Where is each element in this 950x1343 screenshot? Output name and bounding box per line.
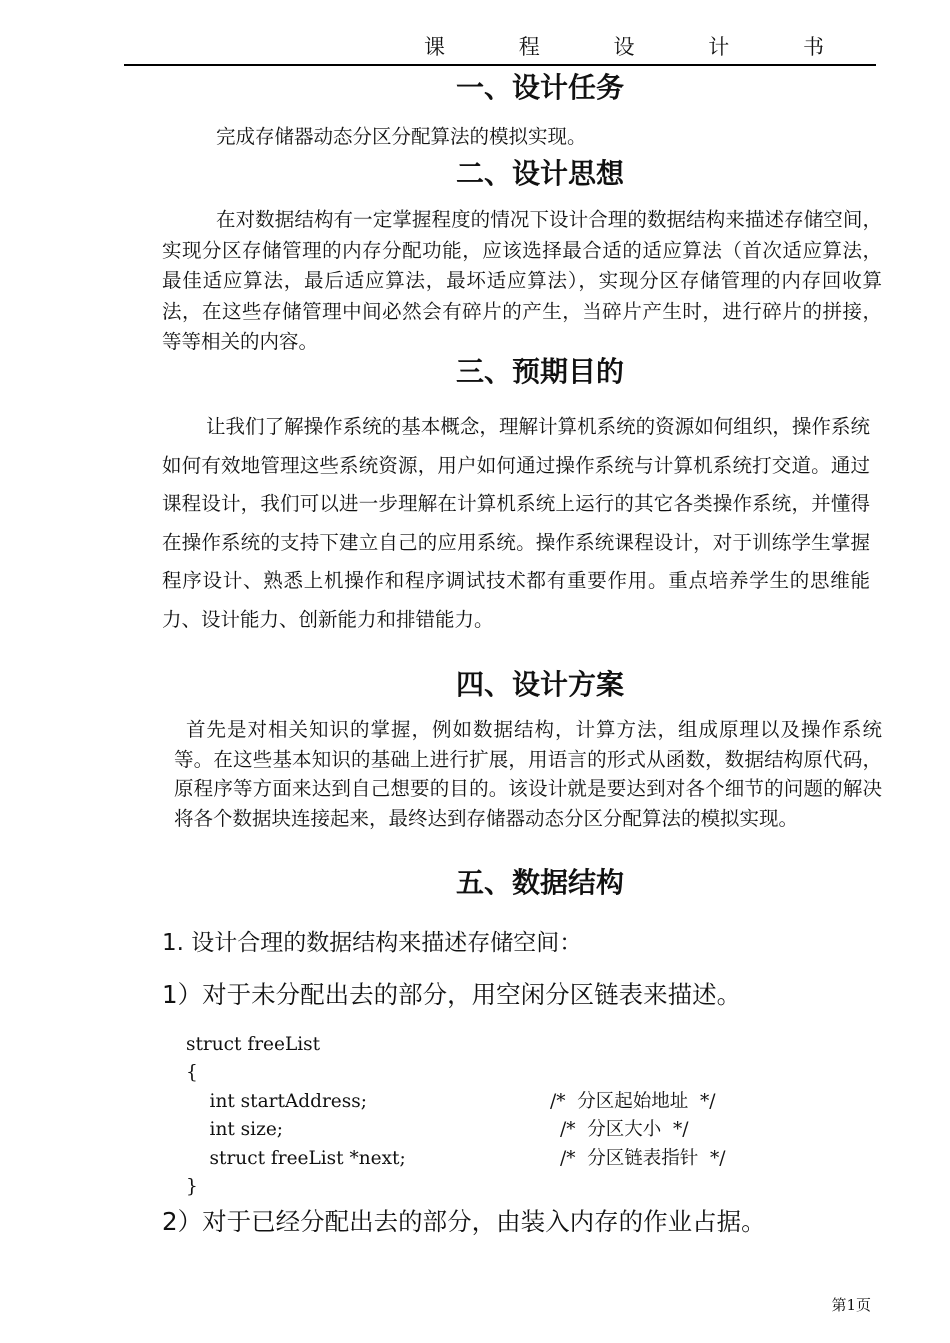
section-body-plan: 首先是对相关知识的掌握，例如数据结构，计算方法，组成原理以及操作系统等。在这些基本知识的基础上进行扩展，用语言的形式从函数，数据结构原代码，原程序等方面来达到自己想要的目的。该设计就是要达到对各个细节的问题的解决将各个数据块连接起来，最终达到存储器动态分区分配算法的模拟实现。 xyxy=(174,718,882,830)
page-number: 第1页 xyxy=(831,1296,871,1314)
header-char: 书 xyxy=(803,35,824,59)
section-heading-task: 一、设计任务 xyxy=(455,71,624,104)
code-line: } xyxy=(186,1176,198,1197)
header-title xyxy=(424,34,824,60)
item-1-2-heading: 2）对于已经分配出去的部分，由装入内存的作业占据。 xyxy=(162,1207,766,1236)
code-line: int startAddress; xyxy=(186,1091,367,1112)
code-line: struct freeList xyxy=(186,1034,321,1055)
item-1-1-heading: 1）对于未分配出去的部分，用空闲分区链表来描述。 xyxy=(162,980,742,1009)
code-comment: /* 分区起始地址 */ xyxy=(550,1091,716,1112)
code-line: { xyxy=(186,1062,198,1083)
header-char: 程 xyxy=(518,35,540,59)
code-line: int size; xyxy=(186,1119,284,1140)
section-body-idea: 在对数据结构有一定掌握程度的情况下设计合理的数据结构来描述存储空间，实现分区存储管理的内存分配功能，应该选择最合适的适应算法（首次适应算法，最佳适应算法，最后适应算法，最坏适应算法），实现分区存储管理的内存回收算法，在这些存储管理中间必然会有碎片的产生，当碎片产生时，进行碎片的拼接，等等相关的内容。 xyxy=(162,208,882,353)
page-header xyxy=(124,34,876,66)
section-heading-goal: 三、预期目的 xyxy=(455,355,624,388)
code-comment: /* 分区链表指针 */ xyxy=(560,1148,726,1169)
code-line: struct freeList *next; xyxy=(186,1148,406,1169)
code-comment: /* 分区大小 */ xyxy=(560,1119,689,1140)
section-heading-idea: 二、设计思想 xyxy=(455,157,624,190)
section-body-task: 完成存储器动态分区分配算法的模拟实现。 xyxy=(216,125,587,148)
header-char: 课 xyxy=(424,35,445,59)
header-char: 设 xyxy=(613,35,635,59)
section-heading-plan: 四、设计方案 xyxy=(455,668,624,701)
item-1-heading: 1. 设计合理的数据结构来描述存储空间： xyxy=(162,930,583,956)
section-body-goal: 让我们了解操作系统的基本概念，理解计算机系统的资源如何组织，操作系统如何有效地管理这些系统资源，用户如何通过操作系统与计算机系统打交道。通过课程设计，我们可以进一步理解在计算机系统上运行的其它各类操作系统，并懂得在操作系统的支持下建立自己的应用系统。操作系统课程设计，对于训练学生掌握程序设计、熟悉上机操作和程序调试技术都有重要作用。重点培养学生的思维能力、设计能力、创新能力和排错能力。 xyxy=(162,415,870,631)
header-char: 计 xyxy=(708,35,730,59)
section-heading-data-structure: 五、数据结构 xyxy=(455,866,624,899)
